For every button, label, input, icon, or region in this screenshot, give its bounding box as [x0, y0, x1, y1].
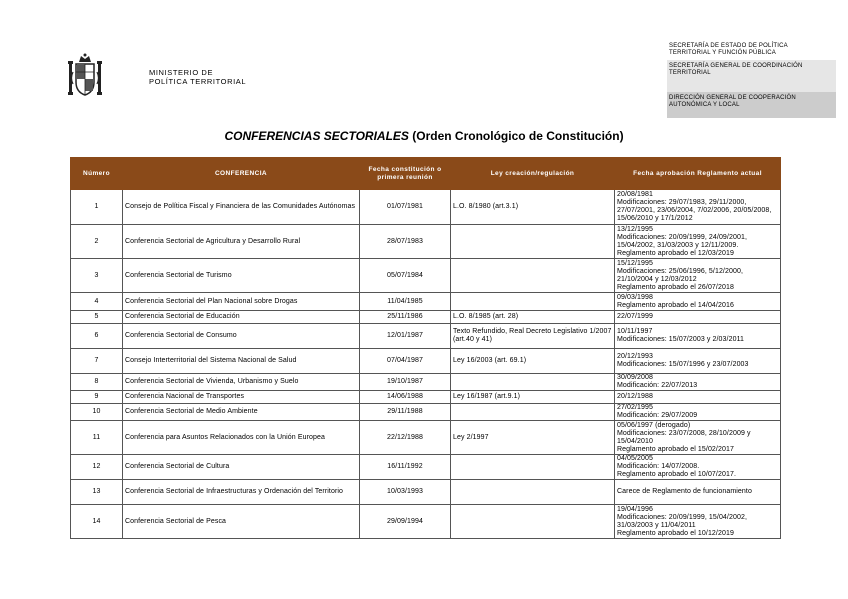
conferences-table: [70, 157, 781, 539]
cell-reg: 22/07/1999: [615, 311, 781, 324]
cell-law: [451, 404, 615, 421]
cell-date: 14/06/1988: [360, 391, 451, 404]
cell-num: 13: [71, 480, 123, 505]
cell-num: 14: [71, 505, 123, 539]
cell-date: 29/11/1988: [360, 404, 451, 421]
table-row: [71, 505, 781, 539]
cell-name: Conferencia Sectorial de Educación: [123, 311, 360, 324]
cell-date: 16/11/1992: [360, 455, 451, 480]
cell-reg: 10/11/1997 Modificaciones: 15/07/2003 y 2/03/2011: [615, 324, 781, 349]
cell-name: Conferencia Nacional de Transportes: [123, 391, 360, 404]
table-row: [71, 293, 781, 311]
cell-name: Conferencia Sectorial de Agricultura y Desarrollo Rural: [123, 225, 360, 259]
cell-law: Ley 16/2003 (art. 69.1): [451, 349, 615, 374]
cell-law: [451, 259, 615, 293]
cell-name: Consejo de Política Fiscal y Financiera de las Comunidades Autónomas: [123, 190, 360, 225]
cell-num: 10: [71, 404, 123, 421]
document-title: [0, 129, 848, 143]
ministry-line-1: MINISTERIO DE: [149, 68, 214, 77]
cell-name: Conferencia Sectorial de Consumo: [123, 324, 360, 349]
table-body: [71, 190, 781, 539]
cell-law: L.O. 8/1985 (art. 28): [451, 311, 615, 324]
table-row: [71, 455, 781, 480]
table-row: [71, 190, 781, 225]
cell-date: 07/04/1987: [360, 349, 451, 374]
cell-num: 9: [71, 391, 123, 404]
cell-reg: 20/08/1981 Modificaciones: 29/07/1983, 29/11/2000, 27/07/2001, 23/06/2004, 7/02/2006, 20/05/2008, 15/06/2010 y 17/1/2012: [615, 190, 781, 225]
cell-date: 01/07/1981: [360, 190, 451, 225]
coat-of-arms-logo: [68, 52, 102, 98]
header-conferencia: CONFERENCIA: [123, 158, 360, 190]
cell-reg: 13/12/1995 Modificaciones: 20/09/1999, 24/09/2001, 15/04/2002, 31/03/2003 y 12/11/2009. Reglamento aprobado el 12/03/2019: [615, 225, 781, 259]
cell-law: [451, 480, 615, 505]
cell-num: 7: [71, 349, 123, 374]
cell-date: 05/07/1984: [360, 259, 451, 293]
cell-num: 5: [71, 311, 123, 324]
table-row: [71, 349, 781, 374]
ministry-name: [149, 68, 246, 86]
cell-num: 12: [71, 455, 123, 480]
cell-num: 6: [71, 324, 123, 349]
cell-reg: 05/06/1997 (derogado) Modificaciones: 23/07/2008, 28/10/2009 y 15/04/2010 Reglamento aprobado el 15/02/2017: [615, 421, 781, 455]
cell-law: [451, 455, 615, 480]
cell-reg: 27/02/1995 Modificación: 29/07/2009: [615, 404, 781, 421]
cell-name: Conferencia Sectorial del Plan Nacional sobre Drogas: [123, 293, 360, 311]
cell-name: Consejo Interterritorial del Sistema Nacional de Salud: [123, 349, 360, 374]
table-row: [71, 311, 781, 324]
dept-secretaria-general: SECRETARÍA GENERAL DE COORDINACIÓN TERRITORIAL: [667, 60, 836, 92]
cell-name: Conferencia Sectorial de Vivienda, Urbanismo y Suelo: [123, 374, 360, 391]
cell-num: 11: [71, 421, 123, 455]
cell-law: [451, 505, 615, 539]
cell-date: 22/12/1988: [360, 421, 451, 455]
table-row: [71, 421, 781, 455]
ministry-line-2: POLÍTICA TERRITORIAL: [149, 77, 247, 86]
dept-direccion-general: DIRECCIÓN GENERAL DE COOPERACIÓN AUTONÓMICA Y LOCAL: [667, 92, 836, 118]
cell-reg: 09/03/1998 Reglamento aprobado el 14/04/2016: [615, 293, 781, 311]
dept-secretaria-estado: SECRETARÍA DE ESTADO DE POLÍTICA TERRITORIAL Y FUNCIÓN PÚBLICA: [667, 40, 836, 60]
cell-date: 12/01/1987: [360, 324, 451, 349]
header-reglamento: Fecha aprobación Reglamento actual: [615, 158, 781, 190]
title-rest: (Orden Cronológico de Constitución): [408, 129, 624, 143]
cell-num: 4: [71, 293, 123, 311]
cell-num: 2: [71, 225, 123, 259]
cell-name: Conferencia Sectorial de Infraestructuras y Ordenación del Territorio: [123, 480, 360, 505]
cell-reg: 15/12/1995 Modificaciones: 25/06/1996, 5/12/2000, 21/10/2004 y 12/03/2012 Reglamento aprobado el 26/07/2018: [615, 259, 781, 293]
table-row: [71, 259, 781, 293]
cell-date: 11/04/1985: [360, 293, 451, 311]
cell-law: Ley 2/1997: [451, 421, 615, 455]
cell-law: L.O. 8/1980 (art.3.1): [451, 190, 615, 225]
header-fecha: Fecha constitución o primera reunión: [360, 158, 451, 190]
table-row: [71, 374, 781, 391]
table-row: [71, 225, 781, 259]
cell-date: 10/03/1993: [360, 480, 451, 505]
cell-date: 25/11/1986: [360, 311, 451, 324]
cell-name: Conferencia para Asuntos Relacionados con la Unión Europea: [123, 421, 360, 455]
cell-name: Conferencia Sectorial de Cultura: [123, 455, 360, 480]
cell-num: 8: [71, 374, 123, 391]
cell-law: Ley 16/1987 (art.9.1): [451, 391, 615, 404]
table-row: [71, 324, 781, 349]
cell-name: Conferencia Sectorial de Pesca: [123, 505, 360, 539]
cell-date: 29/09/1994: [360, 505, 451, 539]
table-row: [71, 480, 781, 505]
cell-num: 3: [71, 259, 123, 293]
cell-reg: 30/09/2008 Modificación: 22/07/2013: [615, 374, 781, 391]
table-row: [71, 391, 781, 404]
cell-date: 19/10/1987: [360, 374, 451, 391]
cell-reg: 19/04/1996 Modificaciones: 20/09/1999, 15/04/2002, 31/03/2003 y 11/04/2011 Reglamento aprobado el 10/12/2019: [615, 505, 781, 539]
cell-law: [451, 374, 615, 391]
header-numero: Número: [71, 158, 123, 190]
cell-date: 28/07/1983: [360, 225, 451, 259]
cell-name: Conferencia Sectorial de Medio Ambiente: [123, 404, 360, 421]
cell-law: [451, 293, 615, 311]
department-block: [667, 40, 836, 118]
cell-reg: 20/12/1988: [615, 391, 781, 404]
cell-reg: Carece de Reglamento de funcionamiento: [615, 480, 781, 505]
cell-reg: 20/12/1993 Modificaciones: 15/07/1996 y 23/07/2003: [615, 349, 781, 374]
table-header-row: [71, 158, 781, 190]
cell-law: [451, 225, 615, 259]
cell-law: Texto Refundido, Real Decreto Legislativo 1/2007 (art.40 y 41): [451, 324, 615, 349]
cell-num: 1: [71, 190, 123, 225]
header-ley: Ley creación/regulación: [451, 158, 615, 190]
cell-name: Conferencia Sectorial de Turismo: [123, 259, 360, 293]
table-row: [71, 404, 781, 421]
cell-reg: 04/05/2005 Modificación: 14/07/2008. Reglamento aprobado el 10/07/2017.: [615, 455, 781, 480]
title-italic: CONFERENCIAS SECTORIALES: [224, 129, 409, 143]
